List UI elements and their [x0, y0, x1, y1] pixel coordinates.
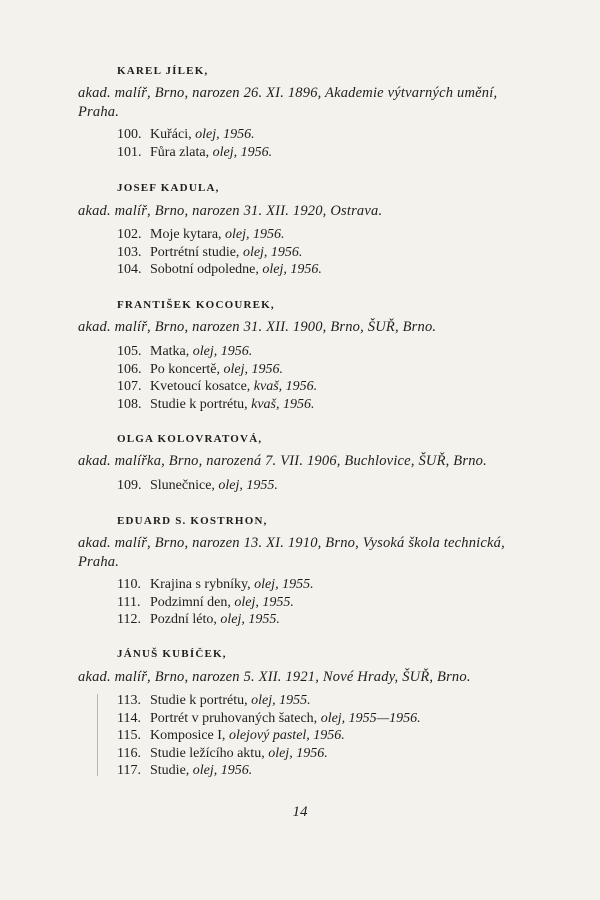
bio-line: Praha.	[78, 554, 120, 570]
work-item: 117. Studie, olej, 1956.	[117, 763, 253, 779]
bio-line: akad. malíř, Brno, narozen 31. XII. 1900, Brno, ŠUŘ, Brno.	[78, 319, 437, 335]
bio-line: akad. malíř, Brno, narozen 13. XI. 1910, Brno, Vysoká škola technická,	[78, 535, 505, 551]
artist-name: FRANTIŠEK KOCOUREK,	[117, 299, 275, 311]
artist-name: OLGA KOLOVRATOVÁ,	[117, 433, 263, 445]
work-item: 115. Komposice I, olejový pastel, 1956.	[117, 728, 345, 744]
work-item: 110. Krajina s rybníky, olej, 1955.	[117, 577, 314, 592]
artist-name: EDUARD S. KOSTRHON,	[117, 515, 268, 527]
artist-bio	[78, 202, 578, 221]
works-list	[117, 576, 587, 629]
work-item: 112. Pozdní léto, olej, 1955.	[117, 612, 280, 628]
bio-line: akad. malířka, Brno, narozená 7. VII. 1906, Buchlovice, ŠUŘ, Brno.	[78, 453, 487, 469]
bio-line: akad. malíř, Brno, narozen 26. XI. 1896, Akademie výtvarných umění,	[78, 85, 498, 101]
artist-bio	[78, 452, 578, 471]
work-item: 103. Portrétní studie, olej, 1956.	[117, 244, 303, 260]
work-item: 105. Matka, olej, 1956.	[117, 344, 253, 359]
artist-name: JOSEF KADULA,	[117, 182, 220, 194]
work-item: 109. Slunečnice, olej, 1955.	[117, 478, 278, 493]
bio-line: akad. malíř, Brno, narozen 5. XII. 1921, Nové Hrady, ŠUŘ, Brno.	[78, 669, 471, 685]
artist-bio	[78, 318, 578, 337]
work-item: 104. Sobotní odpoledne, olej, 1956.	[117, 262, 322, 278]
page-number: 14	[292, 804, 308, 820]
work-item: 106. Po koncertě, olej, 1956.	[117, 361, 283, 377]
bio-line: Praha.	[78, 104, 120, 120]
bio-line: akad. malíř, Brno, narozen 31. XII. 1920, Ostrava.	[78, 203, 383, 219]
work-item: 107. Kvetoucí kosatce, kvaš, 1956.	[117, 379, 318, 395]
work-item: 101. Fůra zlata, olej, 1956.	[117, 144, 273, 160]
works-list	[117, 226, 587, 279]
work-item: 114. Portrét v pruhovaných šatech, olej, 1955—1956.	[117, 710, 421, 726]
works-list	[117, 126, 587, 161]
artist-name: JÁNUŠ KUBÍČEK,	[117, 648, 227, 660]
works-list	[117, 692, 587, 780]
work-item: 108. Studie k portrétu, kvaš, 1956.	[117, 396, 315, 412]
artist-name: KAREL JÍLEK,	[117, 65, 209, 77]
pencil-margin-mark	[97, 694, 98, 776]
work-item: 111. Podzimní den, olej, 1955.	[117, 594, 294, 610]
artist-bio	[78, 534, 578, 572]
works-list	[117, 477, 587, 495]
work-item: 116. Studie ležícího aktu, olej, 1956.	[117, 745, 328, 761]
work-item: 113. Studie k portrétu, olej, 1955.	[117, 693, 311, 708]
artist-bio	[78, 668, 578, 687]
work-item: 100. Kuřáci, olej, 1956.	[117, 127, 255, 142]
work-item: 102. Moje kytara, olej, 1956.	[117, 227, 285, 242]
works-list	[117, 343, 587, 413]
artist-bio	[78, 84, 578, 122]
